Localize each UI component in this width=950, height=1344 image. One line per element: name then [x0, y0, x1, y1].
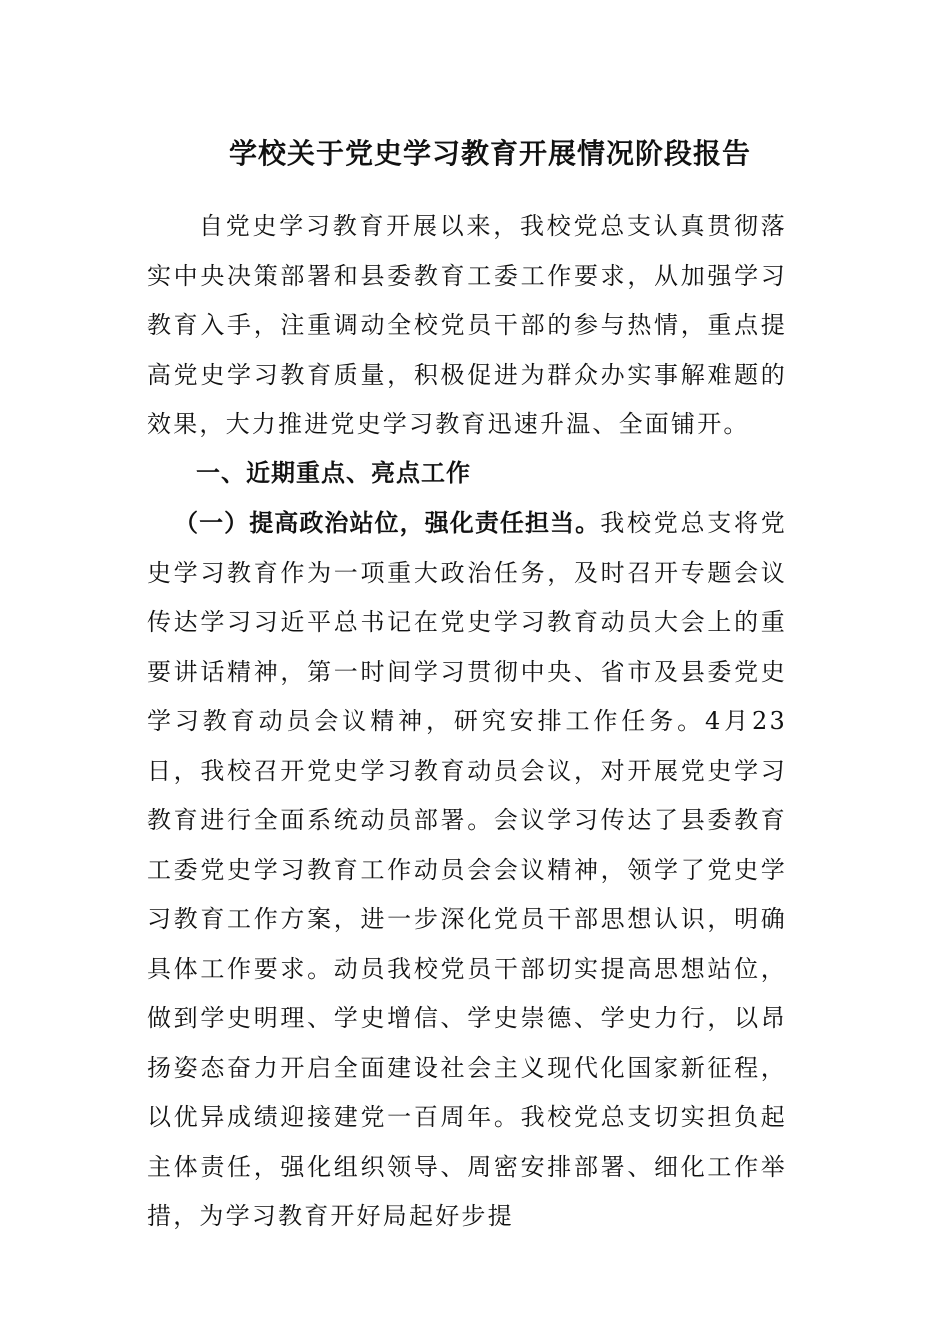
subsection-body: 我校党总支将党史学习教育作为一项重大政治任务，及时召开专题会议传达学习习近平总书记在党史学习教育动员大会上的重要讲话精神，第一时间学习贯彻中央、省市及县委党史学习教育动员会议精神，研究安排工作任务。4月23日，我校召开党史学习教育动员会议，对开展党史学习教育进行全面系统动员部署。会议学习传达了县委教育工委党史学习教育工作动员会会议精神，领学了党史学习教育工作方案，进一步深化党员干部思想认识，明确具体工作要求。动员我校党员干部切实提高思想站位，做到学史明理、学史增信、学史崇德、学史力行，以昂扬姿态奋力开启全面建设社会主义现代化国家新征程，以优异成绩迎接建党一百周年。我校党总支切实担负起主体责任，强化组织领导、周密安排部署、细化工作举措，为学习教育开好局起好步提 [147, 509, 788, 1230]
subsection-lead: （一）提高政治站位，强化责任担当。 [174, 509, 601, 537]
intro-paragraph: 自党史学习教育开展以来，我校党总支认真贯彻落实中央决策部署和县委教育工委工作要求，从加强学习教育入手，注重调动全校党员干部的参与热情，重点提高党史学习教育质量，积极促进为群众办实事解难题的效果，大力推进党史学习教育迅速升温、全面铺开。 [147, 212, 787, 438]
section-heading: 一、近期重点、亮点工作 [196, 459, 471, 487]
document-title: 学校关于党史学习教育开展情况阶段报告 [228, 137, 751, 170]
subsection-paragraph [147, 499, 787, 1242]
